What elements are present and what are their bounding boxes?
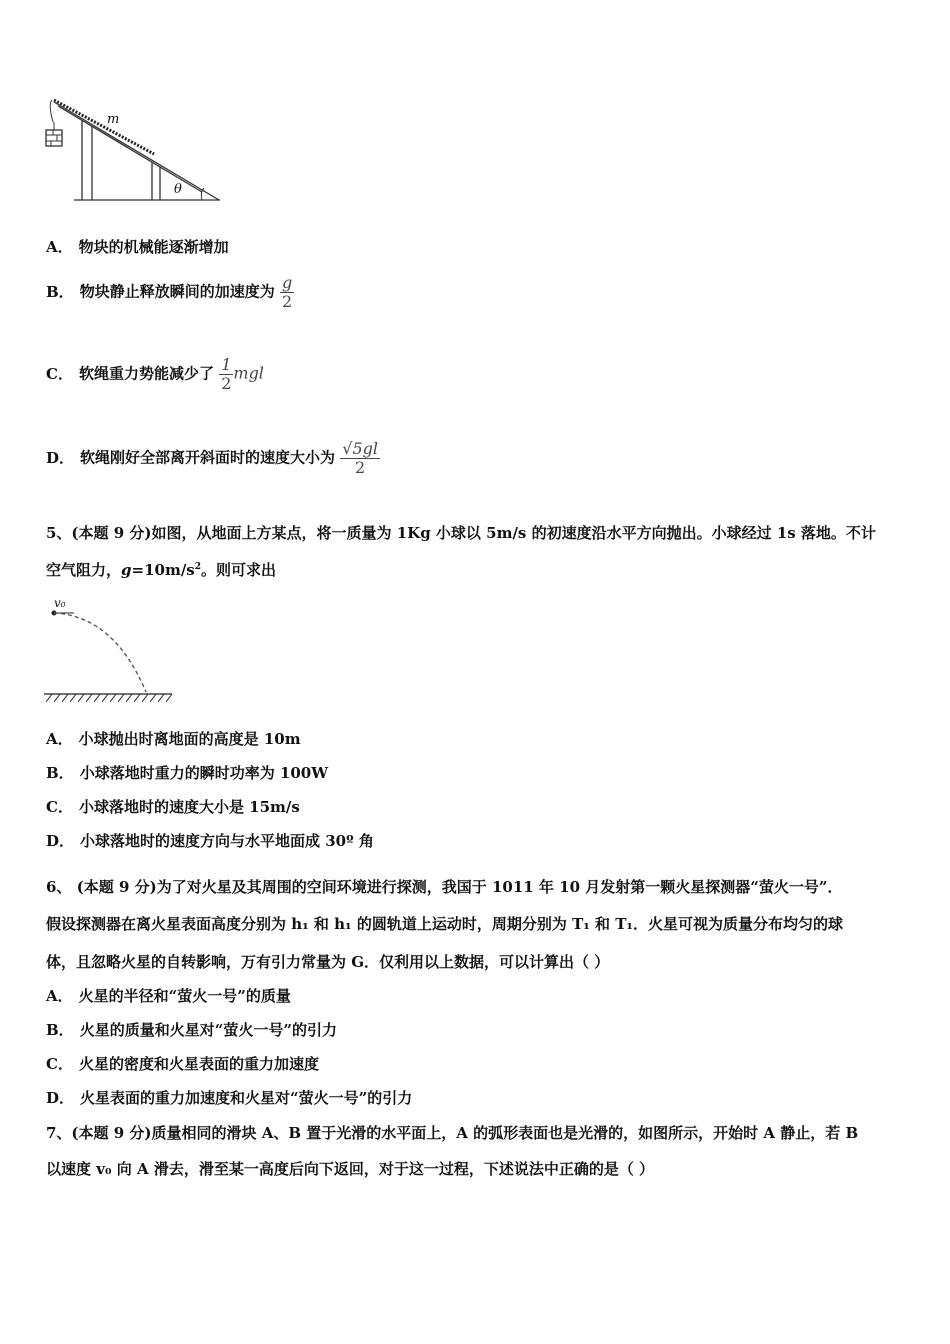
mass-label: m bbox=[107, 112, 120, 127]
q5-stem-line2: 空气阻力，$g=10m/s^2$。则可求出 bbox=[46, 561, 277, 579]
q6-option-b: B． 火星的质量和火星对“萤火一号”的引力 bbox=[46, 1021, 337, 1039]
fraction: $\frac{g}{2}$ bbox=[281, 273, 293, 311]
q6-option-a: A． 火星的半径和“萤火一号”的质量 bbox=[46, 987, 291, 1005]
q5-stem-line1: 5、(本题 9 分)如图，从地面上方某点，将一质量为 1Kg 小球以 5m/s 的初速度沿水平方向抛出。小球经过 1s 落地。不计 bbox=[46, 524, 876, 542]
v0-label: v₀ bbox=[54, 596, 66, 610]
q6-stem-line2: 假设探测器在离火星表面高度分别为 h₁ 和 h₁ 的圆轨道上运动时，周期分别为 T₁ 和 T₁．火星可视为质量分布均匀的球 bbox=[46, 915, 843, 933]
incline-figure bbox=[44, 96, 224, 206]
q7-stem-line2: 以速度 v₀ 向 A 滑去，滑至某一高度后向下返回，对于这一过程，下述说法中正确的是（ ） bbox=[46, 1160, 655, 1178]
q5-option-d: D． 小球落地时的速度方向与水平地面成 30º 角 bbox=[46, 832, 374, 850]
q5-option-b: B． 小球落地时重力的瞬时功率为 100W bbox=[46, 764, 329, 782]
q6-stem-line1: 6、 (本题 9 分)为了对火星及其周围的空间环境进行探测，我国于 1011 年 10 月发射第一颗火星探测器“萤火一号”． bbox=[46, 878, 843, 896]
q6-option-c: C． 火星的密度和火星表面的重力加速度 bbox=[46, 1055, 319, 1073]
projectile-figure bbox=[44, 596, 176, 706]
q5-option-a: A． 小球抛出时离地面的高度是 10m bbox=[46, 730, 301, 748]
q6-option-d: D． 火星表面的重力加速度和火星对“萤火一号”的引力 bbox=[46, 1089, 413, 1107]
fraction: $\frac{1}{2}$ bbox=[221, 355, 232, 393]
q4-option-a: A． 物块的机械能逐渐增加 bbox=[46, 238, 229, 256]
q4-option-c: C． 软绳重力势能减少了 $\frac{1}{2}$ mgl bbox=[46, 355, 264, 393]
fraction: $\frac{√5gl}{2}$ bbox=[342, 439, 378, 477]
angle-label: θ bbox=[174, 182, 182, 197]
q7-stem-line1: 7、(本题 9 分)质量相同的滑块 A、B 置于光滑的水平面上，A 的弧形表面也是光滑的，如图所示，开始时 A 静止，若 B bbox=[46, 1124, 859, 1142]
q4-option-b: B． 物块静止释放瞬间的加速度为 $\frac{g}{2}$ bbox=[46, 273, 293, 311]
q4-option-d: D． 软绳刚好全部离开斜面时的速度大小为 $\frac{√5gl}{2}$ bbox=[46, 439, 378, 477]
q5-option-c: C． 小球落地时的速度大小是 15m/s bbox=[46, 798, 300, 816]
q6-stem-line3: 体，且忽略火星的自转影响，万有引力常量为 G．仅利用以上数据，可以计算出（ ） bbox=[46, 953, 610, 971]
